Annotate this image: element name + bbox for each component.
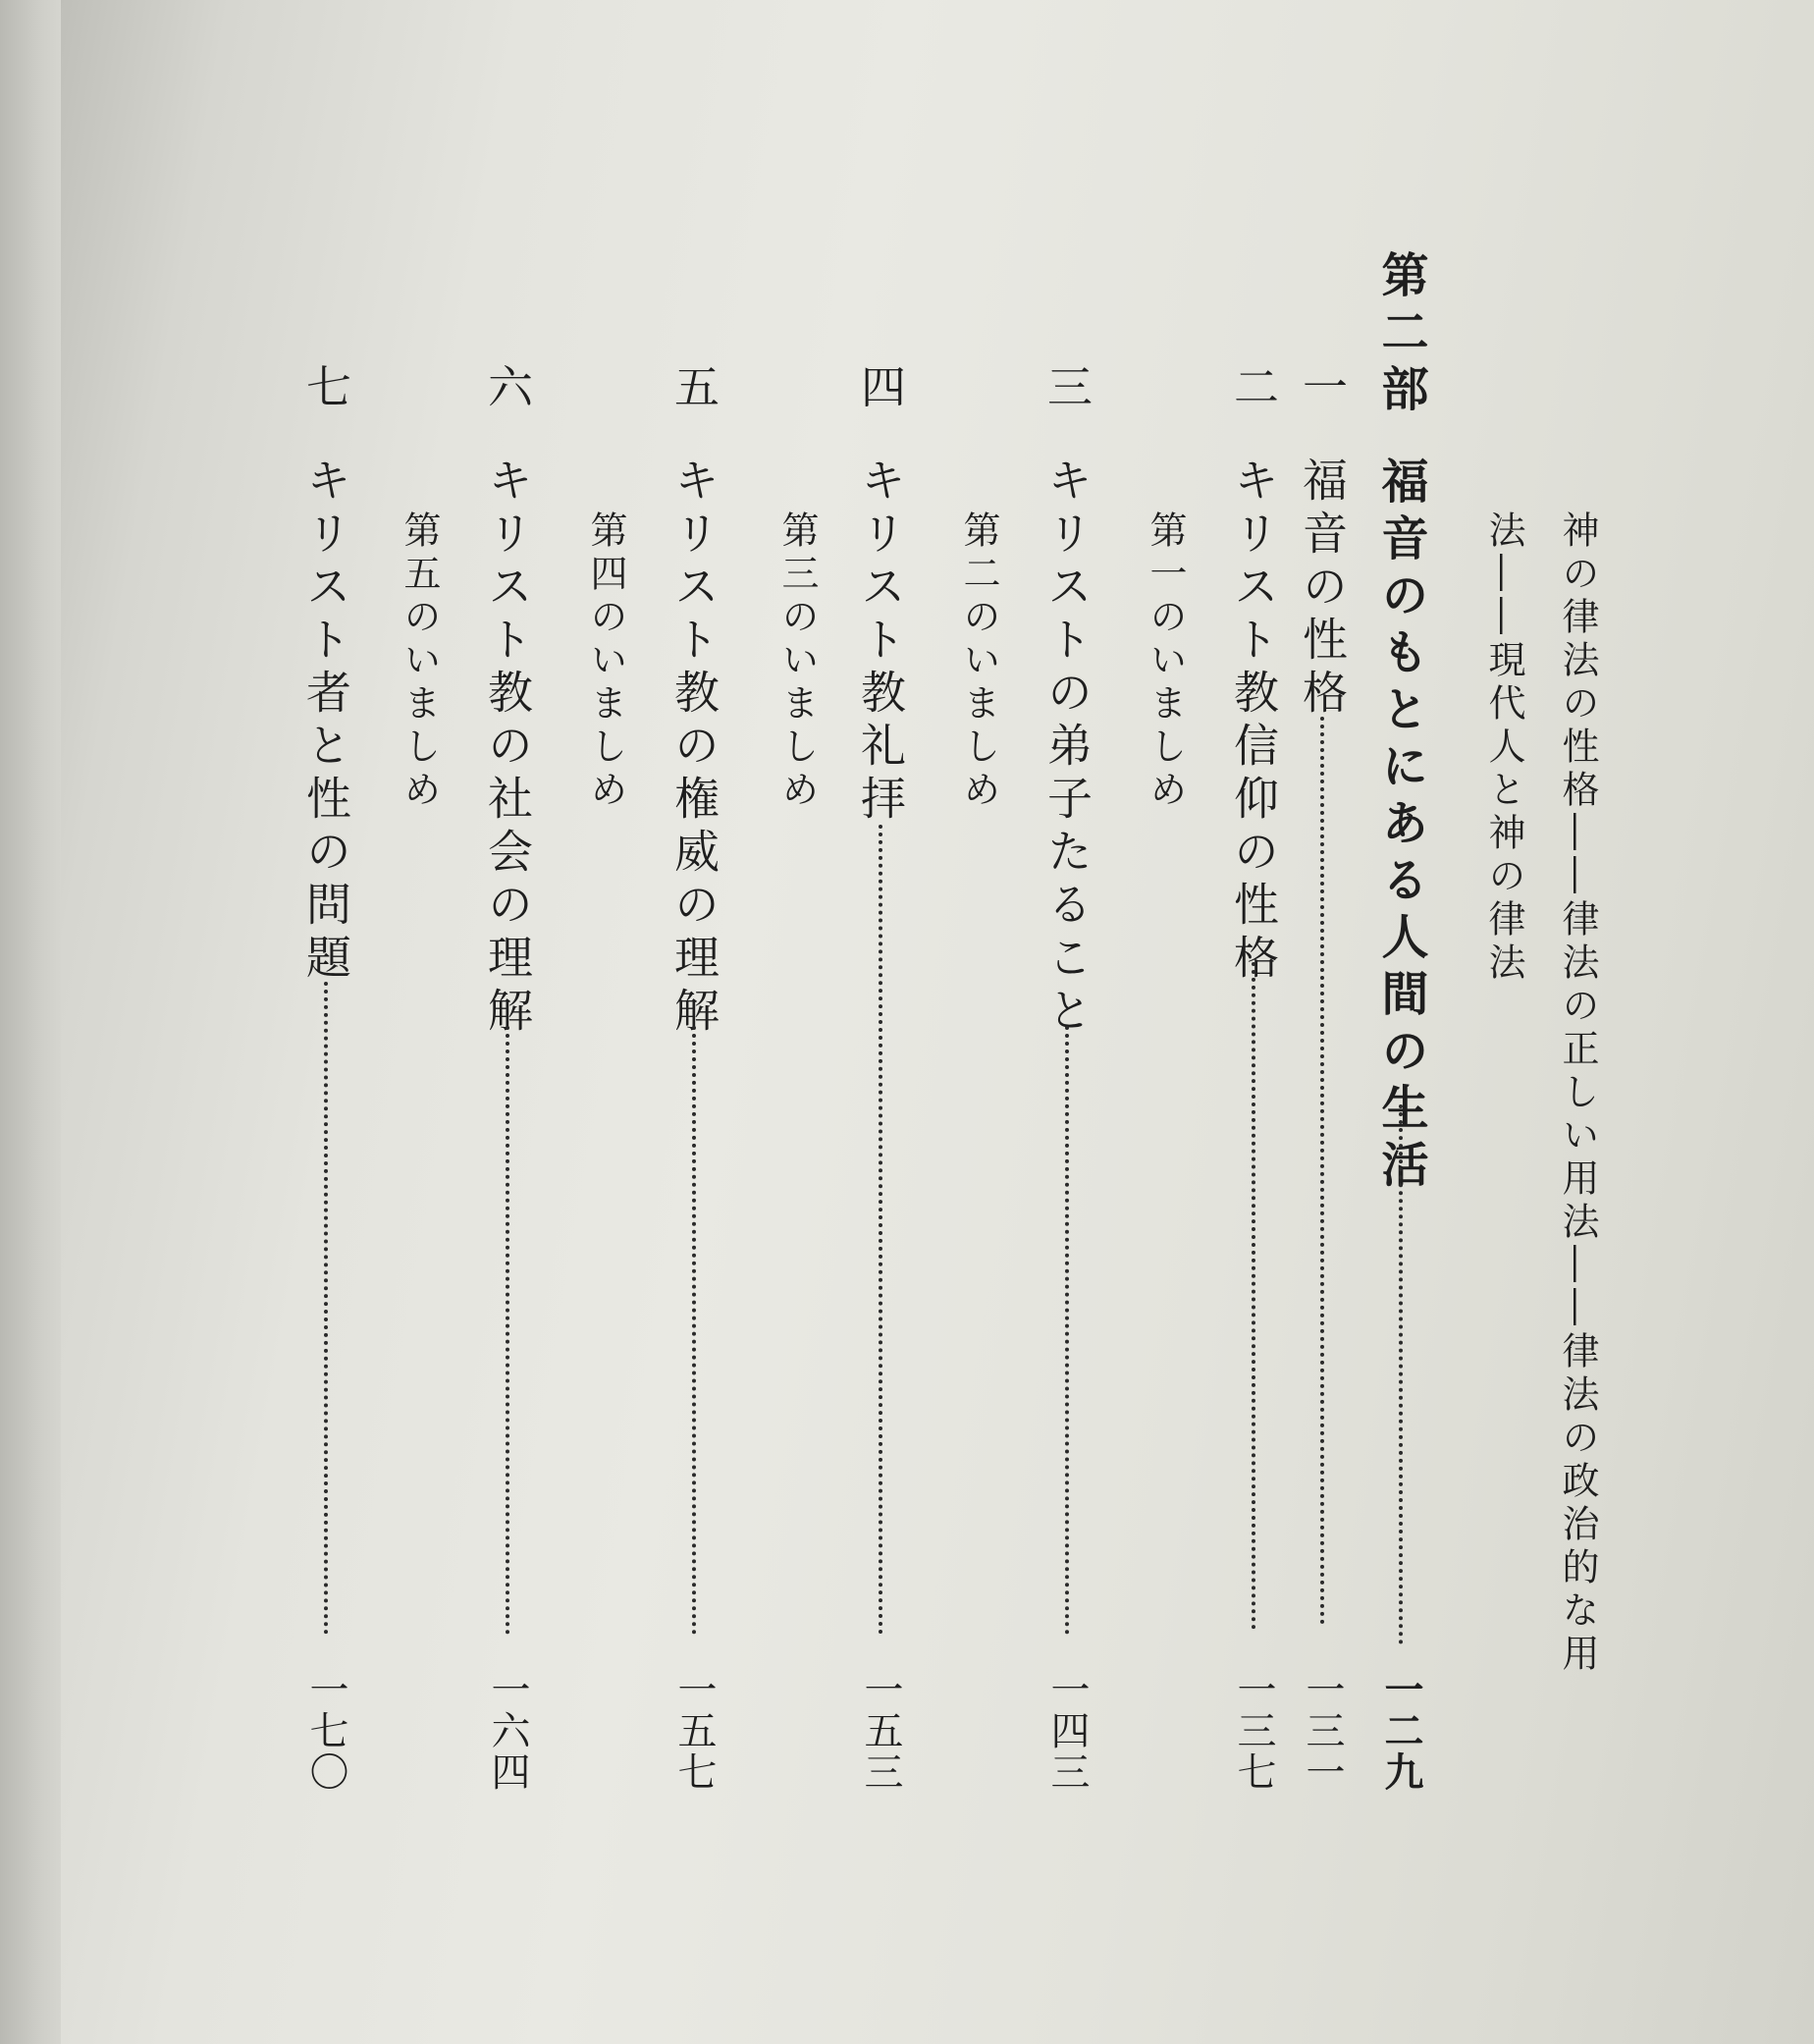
entry-page-number: 一三一 [1300,1669,1345,1793]
entry-leader-dots [1252,962,1255,1630]
entry-page-number: 一五七 [671,1669,717,1793]
book-spine-shadow [0,0,61,2044]
part-number: 第二部 [1373,250,1428,421]
entry-leader-dots [879,825,882,1635]
entry-page-number: 一五三 [858,1669,903,1793]
toc-entry[interactable] [296,0,355,2044]
toc-subentry[interactable]: 第五のいましめ [398,511,441,813]
entry-title: キリスト教の権威の理解 [667,457,720,1040]
entry-title: キリスト者と性の問題 [299,457,352,987]
entry-leader-dots [1065,1026,1069,1635]
entry-title: キリスト教の社会の理解 [481,457,534,1040]
toc-subentry[interactable]: 第二のいましめ [957,511,1000,813]
toc-subentry[interactable]: 第三のいましめ [775,511,819,813]
entry-leader-dots [324,982,328,1635]
entry-number: 三 [1040,363,1094,416]
entry-leader-dots [692,1026,696,1635]
entry-page-number: 一六四 [485,1669,530,1793]
part-leader-dots [1399,1104,1403,1644]
toc-entry[interactable] [851,0,910,2044]
entry-leader-dots [1320,717,1324,1625]
toc-note-line-1: 神の律法の性格――律法の正しい用法――律法の政治的な用 [1556,511,1599,1677]
entry-title: キリストの弟子たること [1040,457,1094,1040]
entry-number: 二 [1227,363,1280,416]
entry-title: キリスト教礼拝 [854,457,907,828]
entry-number: 一 [1296,363,1349,416]
entry-page-number: 一四三 [1044,1669,1090,1793]
entry-number: 五 [667,363,720,416]
entry-number: 四 [854,363,907,416]
entry-number: 六 [481,363,534,416]
entry-title: 福音の性格 [1296,457,1349,722]
toc-subentry[interactable]: 第四のいましめ [584,511,627,813]
entry-page-number: 一七〇 [303,1669,348,1793]
toc-subentry[interactable]: 第一のいましめ [1144,511,1187,813]
toc-page [61,0,1814,2044]
toc-entry[interactable] [478,0,537,2044]
toc-entry[interactable] [665,0,723,2044]
entry-title: キリスト教信仰の性格 [1227,457,1280,987]
entry-leader-dots [506,1026,509,1635]
part-page-number: 一二九 [1378,1669,1424,1793]
toc-part-heading[interactable] [1371,0,1430,2044]
entry-number: 七 [299,363,352,416]
toc-note-line-2: 法――現代人と神の律法 [1482,511,1525,986]
toc-entry[interactable] [1038,0,1096,2044]
part-title: 福音のもとにある人間の生活 [1373,457,1428,1197]
toc-entry[interactable] [1293,0,1352,2044]
entry-page-number: 一三七 [1231,1669,1276,1793]
toc-entry[interactable] [1224,0,1283,2044]
